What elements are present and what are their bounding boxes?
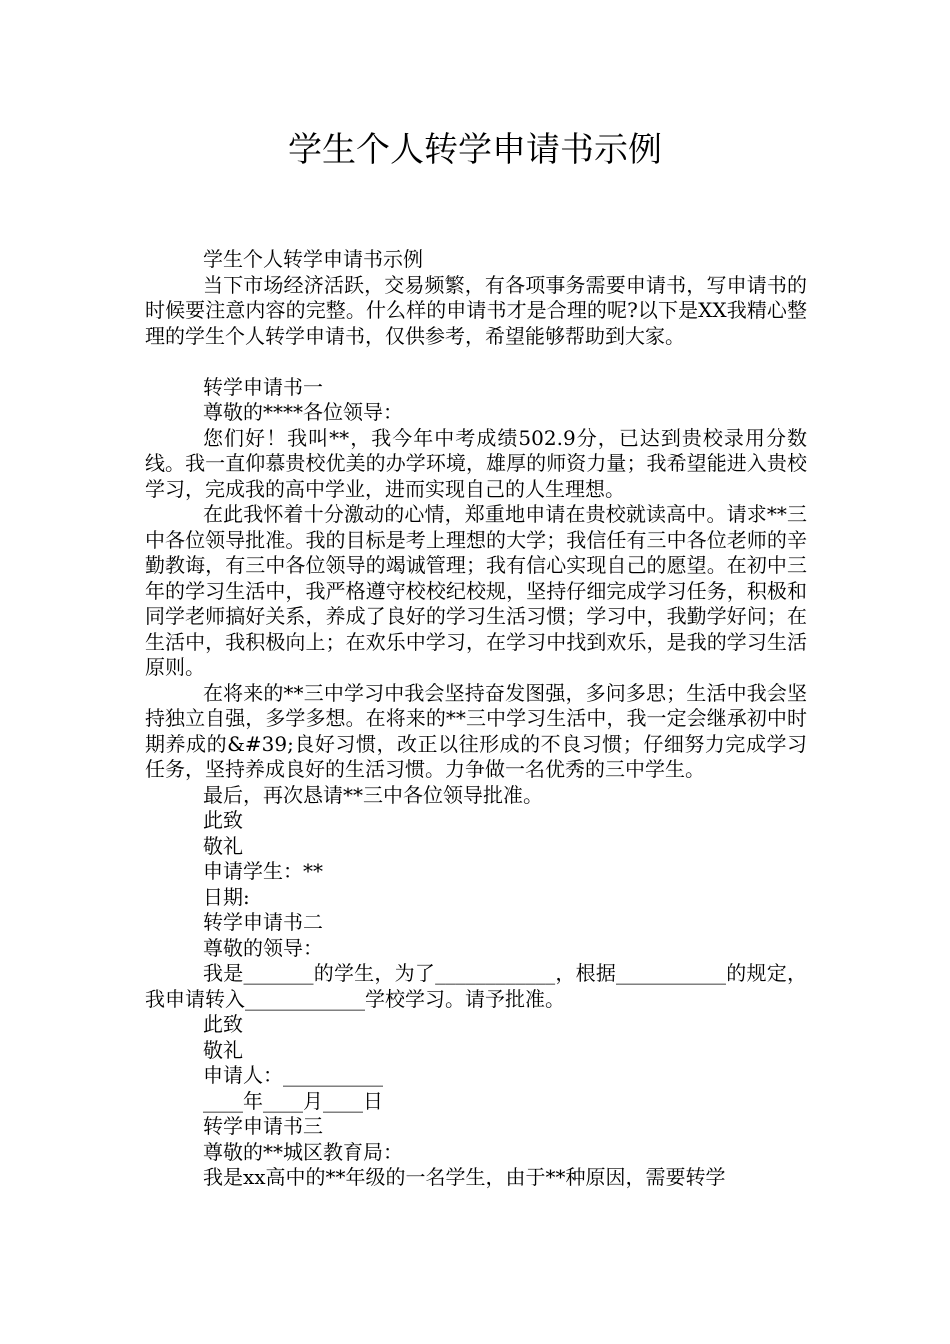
paragraph: 尊敬的领导： [203, 935, 323, 960]
paragraph: 日期: [203, 884, 250, 909]
paragraph: 我是_______的学生，为了____________，根据___________的规定，我申请转入____________学校学习。请予批准。 [145, 961, 807, 1011]
paragraph: 当下市场经济活跃，交易频繁，有各项事务需要申请书，写申请书的时候要注意内容的完整。什么样的申请书才是合理的呢?以下是XX我精心整理的学生个人转学申请书，仅供参考，希望能够帮助到大家。 [145, 272, 807, 348]
paragraph: 在此我怀着十分激动的心情，郑重地申请在贵校就读高中。请求**三中各位领导批准。我的目标是考上理想的大学；我信任有三中各位老师的辛勤教诲，有三中各位领导的竭诚管理；我有信心实现自己的愿望。在初中三年的学习生活中，我严格遵守校校纪校规，坚持仔细完成学习任务，积极和同学老师搞好关系，养成了良好的学习生活习惯；学习中，我勤学好问；在生活中，我积极向上；在欢乐中学习，在学习中找到欢乐，是我的学习生活原则。 [145, 502, 807, 679]
paragraph: 您们好！我叫**，我今年中考成绩502.9分，已达到贵校录用分数线。我一直仰慕贵校优美的办学环境，雄厚的师资力量；我希望能进入贵校学习，完成我的高中学业，进而实现自己的人生理想。 [145, 425, 807, 501]
paragraph: ____年____月____日 [203, 1088, 383, 1113]
paragraph: 此致 [203, 808, 243, 832]
paragraph: 申请人：__________ [203, 1063, 383, 1087]
paragraph: 申请学生：** [203, 859, 323, 883]
document-title: 学生个人转学申请书示例 [288, 130, 662, 170]
paragraph: 转学申请书二 [203, 910, 323, 934]
paragraph: 敬礼 [203, 833, 243, 858]
document-body [145, 247, 807, 1191]
paragraph: 尊敬的****各位领导： [203, 400, 403, 424]
paragraph: 在将来的**三中学习中我会坚持奋发图强，多问多思；生活中我会坚持独立自强，多学多想。在将来的**三中学习生活中，我一定会继承初中时期养成的&#39;良好习惯，改正以往形成的不良习惯；仔细努力完成学习任务，坚持养成良好的生活习惯。力争做一名优秀的三中学生。 [145, 680, 807, 781]
paragraph: 转学申请书三 [203, 1114, 323, 1138]
blank-line [145, 349, 807, 375]
paragraph: 我是xx高中的**年级的一名学生，由于**种原因，需要转学 [203, 1165, 726, 1189]
paragraph: 敬礼 [203, 1037, 243, 1062]
paragraph: 最后，再次恳请**三中各位领导批准。 [203, 782, 543, 807]
paragraph: 学生个人转学申请书示例 [203, 247, 423, 271]
paragraph: 尊敬的**城区教育局： [203, 1139, 403, 1164]
paragraph: 转学申请书一 [203, 374, 323, 399]
paragraph: 此致 [203, 1012, 243, 1036]
